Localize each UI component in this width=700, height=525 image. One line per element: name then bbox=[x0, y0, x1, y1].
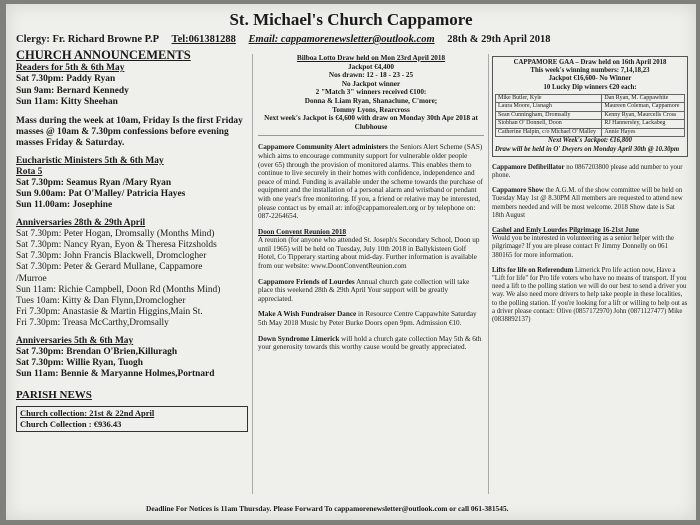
notice-body: Would you be interested in volunteering as a senior helper with the pilgrimage? If you are please contact Fr Jimmy Donnelly on 061 380165 for more information. bbox=[492, 235, 674, 259]
list-item: Nos drawn: 12 - 18 - 23 - 25 bbox=[328, 71, 414, 80]
winners-table bbox=[495, 94, 685, 138]
notice-heading: Cappamore Friends of Lourdes bbox=[258, 277, 355, 286]
contact-line bbox=[16, 34, 686, 45]
notice-body: Annual church gate collection will take place this weekend 28th & 29th April Your support will be greatly appreciated. bbox=[258, 277, 470, 303]
newsletter-title: St. Michael's Church Cappamore bbox=[229, 10, 473, 29]
list-item: /Murroe bbox=[16, 273, 47, 284]
lotto-results bbox=[258, 54, 484, 136]
notice-body: the A.G.M. of the show committee will be held on Tuesday May 1st @ 8.30PM All members are requested to attend new members needed and will be most welcome. 2018 Show date is Sat 18th August bbox=[492, 187, 683, 219]
ministers-heading: Eucharistic Ministers 5th & 6th May bbox=[16, 155, 164, 166]
readers-heading: Readers for 5th & 6th May bbox=[16, 63, 125, 74]
pilgrimage-notice bbox=[492, 227, 688, 260]
list-item: Sun 11am: Richie Campbell, Doon Rd (Months Mind) bbox=[16, 284, 221, 295]
list-item: Jackpot €16,600- No Winner bbox=[548, 75, 632, 83]
notice-body: A reunion (for anyone who attended St. Joseph's Secondary School, Doon up until 1965) will be held on Tuesday, July 10th 2018 in Ballykisteen Golf Hotel, Co Tipperary starting about mid-day. Further information is available from our website: www.DoonConventReunion.com bbox=[258, 236, 480, 271]
notice-body: will hold a church gate collection May 5th & 6th your generosity towards this worthy cause would be greatly appreciated. bbox=[258, 334, 482, 352]
list-item: No Jackpot winner bbox=[341, 79, 401, 88]
list-item: Bilboa Lotto Draw held on Mon 23rd April 2018 bbox=[296, 54, 446, 62]
table-cell: Catherine Halpin, c/o Michael O' Malley bbox=[496, 128, 602, 137]
middle-column bbox=[258, 54, 484, 494]
list-item: Sat 7.30pm: Peter Hogan, Dromsally (Months Mind) bbox=[16, 228, 215, 239]
parish-news-heading: PARISH NEWS bbox=[16, 389, 92, 402]
table-row bbox=[496, 103, 685, 112]
doon-reunion-notice bbox=[258, 228, 484, 271]
list-item: 10 Lucky Dip winners €20 each: bbox=[543, 83, 637, 91]
defibrillator-notice bbox=[492, 164, 688, 180]
list-item: Sat 7.30pm: Brendan O'Brien,Killuragh bbox=[16, 346, 178, 357]
column-divider bbox=[488, 54, 489, 494]
list-item: Sat 7.30pm: Seamus Ryan /Mary Ryan bbox=[16, 178, 172, 189]
list-item: Sat 7.30pm: John Francis Blackwell, Dromclogher bbox=[16, 251, 207, 262]
notice-heading: Cashel and Emly Lourdes Pilgrimage 16-21st June bbox=[492, 226, 639, 234]
list-item: Tommy Lyons, Rearcross bbox=[332, 105, 410, 114]
lourdes-notice bbox=[258, 278, 484, 304]
list-item: Sat 7.30pm: Nancy Ryan, Eyon & Theresa Fitzsholds bbox=[16, 240, 217, 251]
list-item: Jackpot €4,400 bbox=[348, 62, 394, 71]
table-row bbox=[496, 120, 685, 129]
collection-box bbox=[16, 406, 248, 432]
show-notice bbox=[492, 187, 688, 220]
table-cell: RJ Hannersley, Lackabeg bbox=[602, 120, 685, 129]
newsletter-page bbox=[6, 4, 696, 520]
next-draw: Draw will be held in O' Dwyers on Monday April 30th @ 10.30pm bbox=[495, 145, 680, 153]
notice-heading: Cappamore Community Alert administers bbox=[258, 143, 388, 152]
issue-date: 28th & 29th April 2018 bbox=[447, 34, 551, 45]
notice-heading: Make A Wish Fundraiser Dance bbox=[258, 310, 357, 319]
list-item: 2 "Match 3" winners received €100: bbox=[315, 88, 427, 97]
collection-dates: Church collection: 21st & 22nd April bbox=[20, 407, 155, 418]
email-text: Email: cappamorenewsletter@outlook.com bbox=[248, 34, 435, 45]
table-cell: Maureen Coleman, Cappamore bbox=[602, 103, 685, 112]
list-item: Sat 7.30pm: Peter & Gerard Mullane, Cappamore bbox=[16, 262, 203, 273]
notice-heading: Lifts for life on Referendum bbox=[492, 266, 574, 274]
list-item: Sun 11am: Kitty Sheehan bbox=[16, 96, 118, 107]
right-column bbox=[492, 56, 688, 486]
table-cell: Annie Hayes bbox=[602, 128, 685, 137]
telephone-text: Tel:061381288 bbox=[171, 34, 236, 45]
list-item: Tues 10am: Kitty & Dan Flynn,Dromclogher bbox=[16, 296, 186, 307]
deadline-footer: Deadline For Notices is 11am Thursday. Please Forward To cappamorenewsletter@outlook.com or call 061-381545. bbox=[146, 504, 509, 513]
table-row bbox=[496, 128, 685, 137]
notice-body: no 0867203800 please add number to your phone. bbox=[492, 163, 683, 179]
table-cell: Sean Cunningham, Dromsally bbox=[496, 111, 602, 120]
list-item: Sat 7.30pm: Willie Ryan, Tuogh bbox=[16, 358, 143, 369]
notice-heading: Cappamore Defibrillator bbox=[492, 163, 565, 171]
anniversaries-heading-may: Anniversaries 5th & 6th May bbox=[16, 335, 134, 346]
list-item: Sat 7.30pm: Paddy Ryan bbox=[16, 74, 116, 85]
next-jackpot: Next Week's Jackpot: €16,800 bbox=[548, 137, 632, 145]
notice-heading: Down Syndrome Limerick bbox=[258, 334, 340, 343]
gaa-title: CAPPAMORE GAA – Draw held on 16th April 2018 bbox=[513, 59, 667, 66]
list-item: Donna & Liam Ryan, Shanaclune, C'more; bbox=[304, 96, 438, 105]
table-row bbox=[496, 111, 685, 120]
gaa-draw-box bbox=[492, 56, 688, 157]
rota-label: Rota 5 bbox=[16, 166, 43, 177]
notice-body: in Resource Centre Cappawhite Saturday 5th May 2018 Music by Peter Burke Doors open 9pm. Admission €10. bbox=[258, 310, 477, 328]
column-divider bbox=[252, 54, 253, 494]
mass-notice: Mass during the week at 10am, Friday Is the first Friday masses @ 10am & 7.30pm confessions before evening masses Friday & Saturday. bbox=[16, 116, 243, 149]
lifts-notice bbox=[492, 267, 688, 324]
table-cell: Siobhan O' Donnell, Doon bbox=[496, 120, 602, 129]
notice-body: the Seniors Alert Scheme (SAS) which aims to encourage community support for vulnerable older people (over 65) through the provision of monitored alarms. This enables them to continue to live securely in their homes with confidence, independence and peace of mind. Funding is available under the scheme towards the purchase of equipment and the installation of a personal alarm and wristband or pendant with one year's free monitoring. If you, a friend or relative may be interested, please contact us by email at: info@cappamorealert.org or by telephone on: 087-2264654. bbox=[258, 143, 483, 221]
anniversaries-heading: Anniversaries 28th & 29th April bbox=[16, 217, 146, 228]
down-syndrome-notice bbox=[258, 335, 484, 352]
table-cell: Dan Ryan, M. Cappawhite bbox=[602, 94, 685, 103]
notice-heading: Doon Convent Reunion 2018 bbox=[258, 227, 347, 236]
announcements-heading: CHURCH ANNOUNCEMENTS bbox=[16, 48, 191, 62]
left-column bbox=[16, 48, 248, 510]
community-alert-notice bbox=[258, 143, 484, 220]
list-item: Sun 9.00am: Pat O'Malley/ Patricia Hayes bbox=[16, 189, 186, 200]
table-cell: Laura Moore, Lisnagh bbox=[496, 103, 602, 112]
table-row bbox=[496, 94, 685, 103]
list-item: This week's winning numbers: 7,14,18,23 bbox=[530, 67, 650, 75]
collection-amount: Church Collection : €936.43 bbox=[20, 418, 122, 429]
list-item: Sun 9am: Bernard Kennedy bbox=[16, 85, 129, 96]
list-item: Next week's Jackpot is €4,600 with draw on Monday 30th Apr 2018 at Clubhouse bbox=[264, 114, 478, 131]
table-cell: Kenny Ryan, Maurcells Cross bbox=[602, 111, 685, 120]
make-a-wish-notice bbox=[258, 310, 484, 327]
list-item: Fri 7.30pm: Treasa McCarthy,Dromsally bbox=[16, 318, 169, 329]
list-item: Sun 11am: Bennie & Maryanne Holmes,Portnard bbox=[16, 369, 215, 380]
list-item: Sun 11.00am: Josephine bbox=[16, 200, 113, 211]
table-cell: Mike Butler, Kyle bbox=[496, 94, 602, 103]
notice-heading: Cappamore Show bbox=[492, 187, 544, 195]
list-item: Fri 7.30pm: Anastasie & Martin Higgins,Main St. bbox=[16, 307, 203, 318]
clergy-text: Clergy: Fr. Richard Browne P.P bbox=[16, 34, 160, 45]
notice-body: Limerick Pro life action now, Have a "Lift for life" for Pro life voters who have no means of transport. If you need a lift to the polling station we will do our best to send a driver you way. We also need more drivers to help take people in these localities, to the polling station. If you're looking for a lift or willing to help out as a driver please contact: Olive (0857172970) John (0871127477) Mike (0838892137) bbox=[492, 266, 688, 323]
